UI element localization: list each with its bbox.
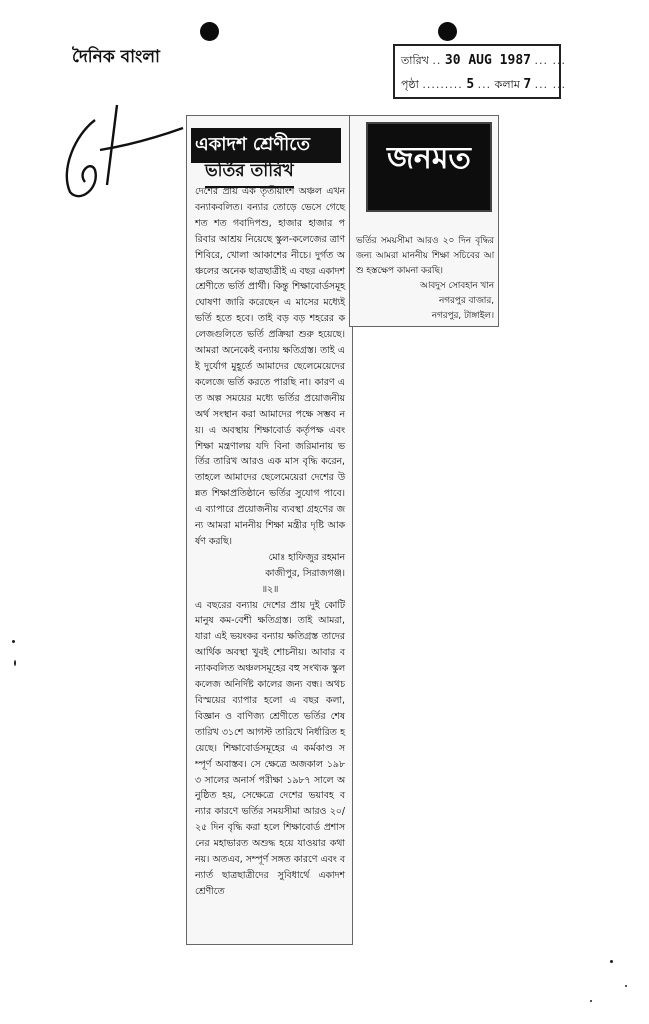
scan-speck bbox=[14, 660, 16, 666]
column-logo: জনমত bbox=[366, 122, 492, 212]
date-label: তারিখ bbox=[401, 54, 429, 67]
scan-speck bbox=[625, 985, 627, 987]
handwritten-mark bbox=[55, 100, 195, 205]
letter-number: ॥২॥ bbox=[261, 583, 279, 595]
column-signature-line2: নগরপুর, টাঙ্গাইল। bbox=[431, 311, 494, 321]
page-label: পৃষ্ঠা bbox=[401, 78, 419, 91]
scan-speck bbox=[590, 1000, 592, 1002]
column-signature-line1: নগরপুর বাজার, bbox=[439, 296, 494, 306]
main-article-clipping bbox=[186, 115, 353, 945]
punch-hole-right bbox=[438, 22, 457, 41]
column-text: ভর্তির সময়সীমা আরও ২০ দিন বৃদ্ধির জন্য আমরা মাননীয় শিক্ষা সচিবের আশু হস্তক্ষেপ কামনা করছি। bbox=[356, 236, 494, 276]
scan-speck bbox=[12, 640, 15, 643]
date-value: 30 AUG 1987 bbox=[444, 53, 531, 68]
letter-two-text: এ বছরের বন্যায় দেশের প্রায় দুই কোটি মানুষ কম-বেশী ক্ষতিগ্রস্ত। তাই আমরা, যারা এই ভয়ংকর বন্যায় ক্ষতিগ্রস্ত তাদের আর্থিক অবস্থা খুবই শোচনীয়। আবার বন্যাকবলিত অঞ্চলসমূহের বহু সংখ্যক স্কুল কলেজ অনির্দিষ্ট কালের জন্য বন্ধ। অথচ বিস্ময়ের ব্যাপার হলো এ বছর কলা, বিজ্ঞান ও বাণিজ্য শ্রেণীতে ভর্তির শেষ তারিখ ৩১শে আগস্ট তারিখে নির্ধারিত হয়েছে। শিক্ষাবোর্ডসমূহের এ কর্মকাণ্ড সম্পূর্ণ অবাস্তব। সে ক্ষেত্রে অজকাল ১৯৮৩ সালের অনার্স পরীক্ষা ১৯৮৭ সালে অনুষ্ঠিত হয়, সেক্ষেত্রে দেশের ভয়াবহ বন্যার কারণে ভর্তির সময়সীমা আরও ২০/২৫ দিন বৃদ্ধি করা হলে শিক্ষাবোর্ড প্রশাসনের মহাভারত অশুদ্ধ হয়ে যাওয়ার কথা নয়। অতএব, সম্পূর্ণ সঙ্গত কারণে এবং বন্যার্ত ছাত্রছাত্রীদের সুবিধার্থে একাদশ শ্রেণীতে bbox=[195, 599, 345, 897]
letter-one-signature-name: মোঃ হাফিজুর রহমান bbox=[268, 551, 345, 563]
column-continuation-clipping bbox=[349, 115, 499, 327]
letter-one-signature-place: কাজীপুর, সিরাজগঞ্জ। bbox=[265, 567, 345, 579]
newspaper-name: দৈনিক বাংলা bbox=[72, 47, 160, 67]
page-value: 5 bbox=[466, 77, 475, 92]
article-headline: একাদশ শ্রেণীতে bbox=[191, 128, 341, 163]
article-body bbox=[195, 184, 345, 900]
punch-hole-left bbox=[200, 22, 219, 41]
column-value: 7 bbox=[523, 77, 532, 92]
article-subhead: ভর্তির তারিখ bbox=[205, 158, 294, 188]
column-signature-name: আবদুস সোবহান খান bbox=[419, 281, 494, 291]
letter-one-text: দেশের প্রায় এক তৃতীয়াংশ অঞ্চল এখন বন্যাকবলিত। বন্যার তোড়ে ভেসে গেছে শত শত গবাদিপশু, হাজার হাজার পরিবার আশ্রয় নিয়েছে স্কুল-কলেজের ত্রাণ শিবিরে, খোলা আকাশের নীচে। দুর্গত অঞ্চলের অনেক ছাত্রছাত্রীই এ বছর একাদশ শ্রেণীতে ভর্তি প্রার্থী। কিন্তু শিক্ষাবোর্ডসমূহ ঘোষণা জারি করেছেন এ মাসের মধ্যেই ভর্তি হতে হবে। তাই বড় বড় শহরের কলেজগুলিতে ভর্তি প্রক্রিয়া শুরু হয়েছে। আমরা অনেকেই বন্যায় ক্ষতিগ্রস্ত। তাই এই দুর্যোগ মুহূর্তে আমাদের ছেলেমেয়েদের কলেজে ভর্তি করতে পারছি না। কারণ এত অল্প সময়ের মধ্যে ভর্তির প্রয়োজনীয় অর্থ সংস্থান করা আমাদের পক্ষে সম্ভব নয়। এ অবস্থায় শিক্ষাবোর্ড কর্তৃপক্ষ এবং শিক্ষা মন্ত্রণালয় যদি বিনা জরিমানায় ভর্তির তারিখ আরও এক মাস বৃদ্ধি করেন, তাহলে আমাদের ছেলেমেয়েরা দেশের উন্নত শিক্ষাপ্রতিষ্ঠানে ভর্তির সুযোগ পাবে। এ ব্যাপারে প্রয়োজনীয় ব্যবস্থা গ্রহণের জন্য আমরা মাননীয় শিক্ষা মন্ত্রীর দৃষ্টি আকর্ষণ করছি। bbox=[195, 186, 345, 547]
column-body bbox=[356, 234, 494, 324]
column-label: কলাম bbox=[494, 78, 520, 91]
date-stamp: তারিখ .. 30 AUG 1987 ... ... পৃষ্ঠা ......... 5 ... কলাম 7 ... ... bbox=[393, 44, 561, 99]
scan-speck bbox=[610, 960, 613, 963]
